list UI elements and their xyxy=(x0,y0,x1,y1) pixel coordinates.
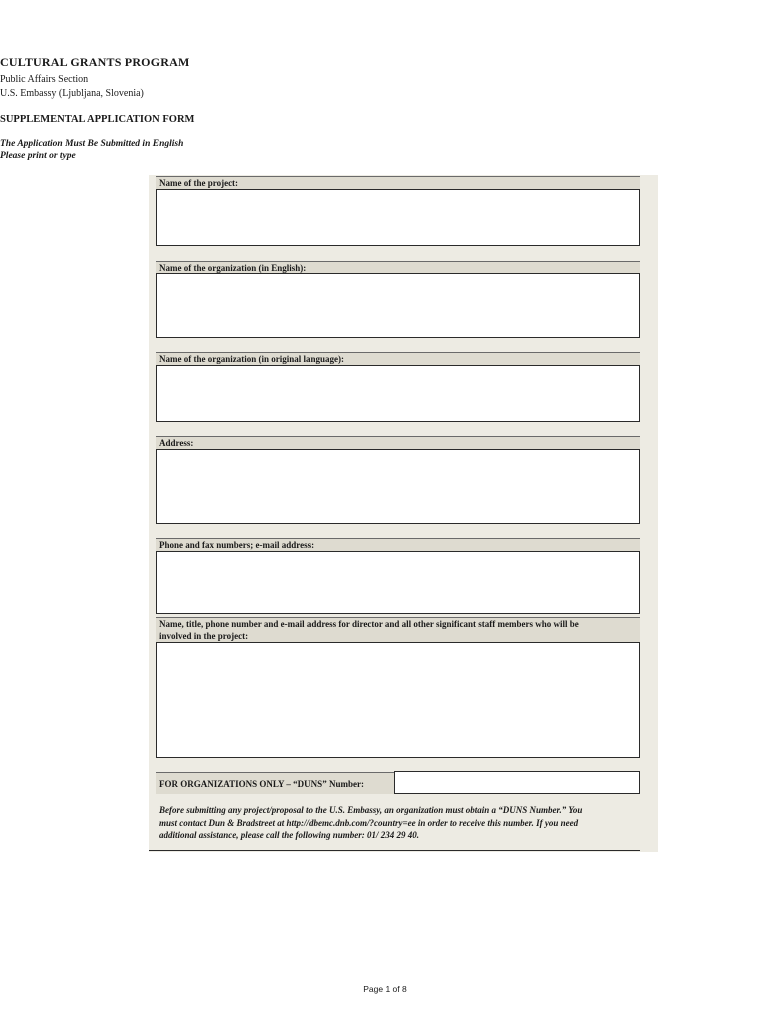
address-label: Address: xyxy=(156,436,640,449)
staff-label xyxy=(156,617,640,643)
project-name-label: Name of the project: xyxy=(156,176,640,189)
print-note: Please print or type xyxy=(0,151,76,161)
org-name-original-label: Name of the organization (in original language): xyxy=(156,352,640,365)
duns-note xyxy=(159,804,639,842)
staff-field[interactable] xyxy=(156,642,640,758)
form-panel-strip xyxy=(641,175,658,852)
section-name: Public Affairs Section xyxy=(0,74,89,85)
org-name-english-field[interactable] xyxy=(156,273,640,338)
org-name-english-label: Name of the organization (in English): xyxy=(156,261,640,274)
org-name-original-field[interactable] xyxy=(156,365,640,422)
phone-email-field[interactable] xyxy=(156,551,640,614)
duns-note-line1: Before submitting any project/proposal to the U.S. Embassy, an organization must obtain a “DUNS Number.” You xyxy=(159,805,583,815)
project-name-field[interactable] xyxy=(156,189,640,246)
duns-note-line3: additional assistance, please call the following number: 01/ 234 29 40. xyxy=(159,830,420,840)
duns-note-line2: must contact Dun & Bradstreet at http://dbemc.dnb.com/?country=ee in order to receive this number. If you need xyxy=(159,817,579,828)
staff-label-line2: involved in the project: xyxy=(159,631,249,641)
program-title: CULTURAL GRANTS PROGRAM xyxy=(0,55,190,69)
bottom-divider xyxy=(149,850,640,851)
page-number: Page 1 of 8 xyxy=(363,984,407,994)
staff-label-line1: Name, title, phone number and e-mail address for director and all other significant staff members who will be xyxy=(159,619,579,629)
duns-number-field[interactable] xyxy=(394,771,640,794)
form-title: SUPPLEMENTAL APPLICATION FORM xyxy=(0,114,195,125)
phone-email-label: Phone and fax numbers; e-mail address: xyxy=(156,538,640,551)
embassy-name: U.S. Embassy (Ljubljana, Slovenia) xyxy=(0,88,144,99)
address-field[interactable] xyxy=(156,449,640,524)
duns-label: FOR ORGANIZATIONS ONLY – “DUNS” Number: xyxy=(156,772,394,794)
language-note: The Application Must Be Submitted in English xyxy=(0,139,184,149)
